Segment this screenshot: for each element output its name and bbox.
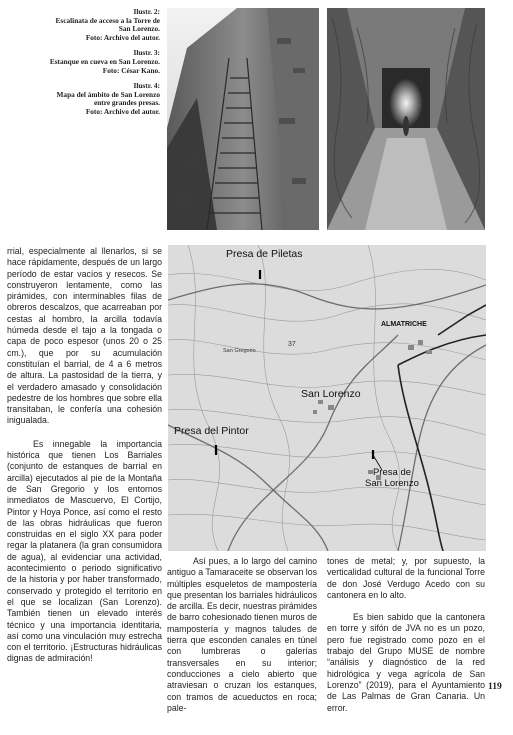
caption-line: Foto: Archivo del autor. <box>85 106 160 116</box>
text-column-middle <box>167 556 317 714</box>
label-presa-san-lorenzo-line1: Presa de <box>373 467 412 478</box>
caption-line: Foto: Archivo del autor. <box>85 32 160 42</box>
page-number: 119 <box>488 682 502 692</box>
tower-staircase-photo <box>167 8 319 230</box>
caption-line: Ilustr. 3: <box>133 48 160 58</box>
caption-line: Estanque en cueva en San Lorenzo. <box>49 56 160 66</box>
san-lorenzo-map <box>168 245 486 551</box>
caption-line: Foto: César Kano. <box>102 65 160 75</box>
text-column-left <box>7 246 162 665</box>
caption-line: Ilustr. 4: <box>133 81 160 91</box>
paragraph: tones de metal; y, por supuesto, la verticalidad cultural de la funcional Torre de don José Verdugo Acedo con su cantonera en lo alto. <box>327 556 485 600</box>
caption-line: entre grandes presas. <box>93 98 160 108</box>
caption-ilustr-2 <box>4 8 160 42</box>
caption-ilustr-3 <box>4 49 160 75</box>
caption-line: Escalinata de acceso a la Torre de <box>55 15 160 25</box>
label-san-gregorio: San Gregorio <box>223 348 256 354</box>
text-column-right <box>327 556 485 714</box>
label-cota: 37 <box>288 341 296 348</box>
caption-line: San Lorenzo. <box>118 24 160 34</box>
paragraph: Así pues, a lo largo del camino antiguo a Tamaraceite se observan los múltiples esqueletos de mampostería que presentan los barriales hidráulicos de arcilla. Es decir, nuestras pirámides de barro cohesionado tienen muros de mampostería y magnos taludes de tierra que esconden canales en túnel con lumbreras o galerías transversales en su interior; conducciones a cielo abierto que atraviesan o cruzan los estanques, con tramos de acueductos en roca; pale- <box>167 556 317 713</box>
label-san-lorenzo: San Lorenzo <box>301 388 361 400</box>
label-presa-san-lorenzo-line2: San Lorenzo <box>365 478 419 489</box>
caption-line: Mapa del ámbito de San Lorenzo <box>56 89 160 99</box>
caption-line: Ilustr. 2: <box>133 7 160 16</box>
paragraph: Es innegable la importancia histórica que tienen Los Barriales (conjunto de estanques de barrial en arcilla) ejecutados al pie de la Montaña de San Gregorio y los entornos inmediatos de Mascuervo, El Cortijo, Pintor y Hoya Ponce, así como el resto de las obras hidráulicas que fueron construidas en el siglo XX para poder regar la platanera (la gran consumidora de agua), al evidenciar una actividad, acontecimiento o periodo significativo de la historia y por haber transformado, conservado y protegido el territorio en el que se localizan (San Lorenzo). También tienen un elevado interés técnico y una importancia identitaria, así como una vinculación muy estrecha con el territorio. ¡Estructuras hidráulicas dignas de admiración! <box>7 438 162 664</box>
label-presa-piletas: Presa de Piletas <box>226 248 303 260</box>
label-almatriche: ALMATRICHE <box>381 321 427 328</box>
label-presa-pintor: Presa del Pintor <box>174 425 249 437</box>
figure-captions <box>4 8 160 124</box>
paragraph: rrial, especialmente al llenarlos, si se hace rápidamente, después de un largo período de estar vacíos y resecos. Se construyeron lentamente, como las pirámides, con interminables filas de obreros descalzos, que acarreaban por cestas al hombro, la arcilla todavía húmeda desde el tajo a la tongada o capa de poco espesor (unos 20 o 25 cm.), que por su acumulación constituían el barrial, de 4 a 6 metros de altura. La pastosidad de la tierra, y el verdadero amasado y consolidación pedestre de los hombres que sobre ella transitaban, le confería una cohesión inigualada. <box>7 246 162 426</box>
cave-tunnel-photo <box>327 8 485 230</box>
paragraph: Es bien sabido que la cantonera en torre y sifón de JVA no es un pozo, pero fue registrado como pozo en el trabajo del Grupo MUSE de nombre “análisis y diagnóstico de la red hidrológica y vega agrícola de San Lorenzo” (2019), para el Ayuntamiento de Las Palmas de Gran Canaria. Un error. <box>327 612 485 713</box>
caption-ilustr-4 <box>4 82 160 116</box>
